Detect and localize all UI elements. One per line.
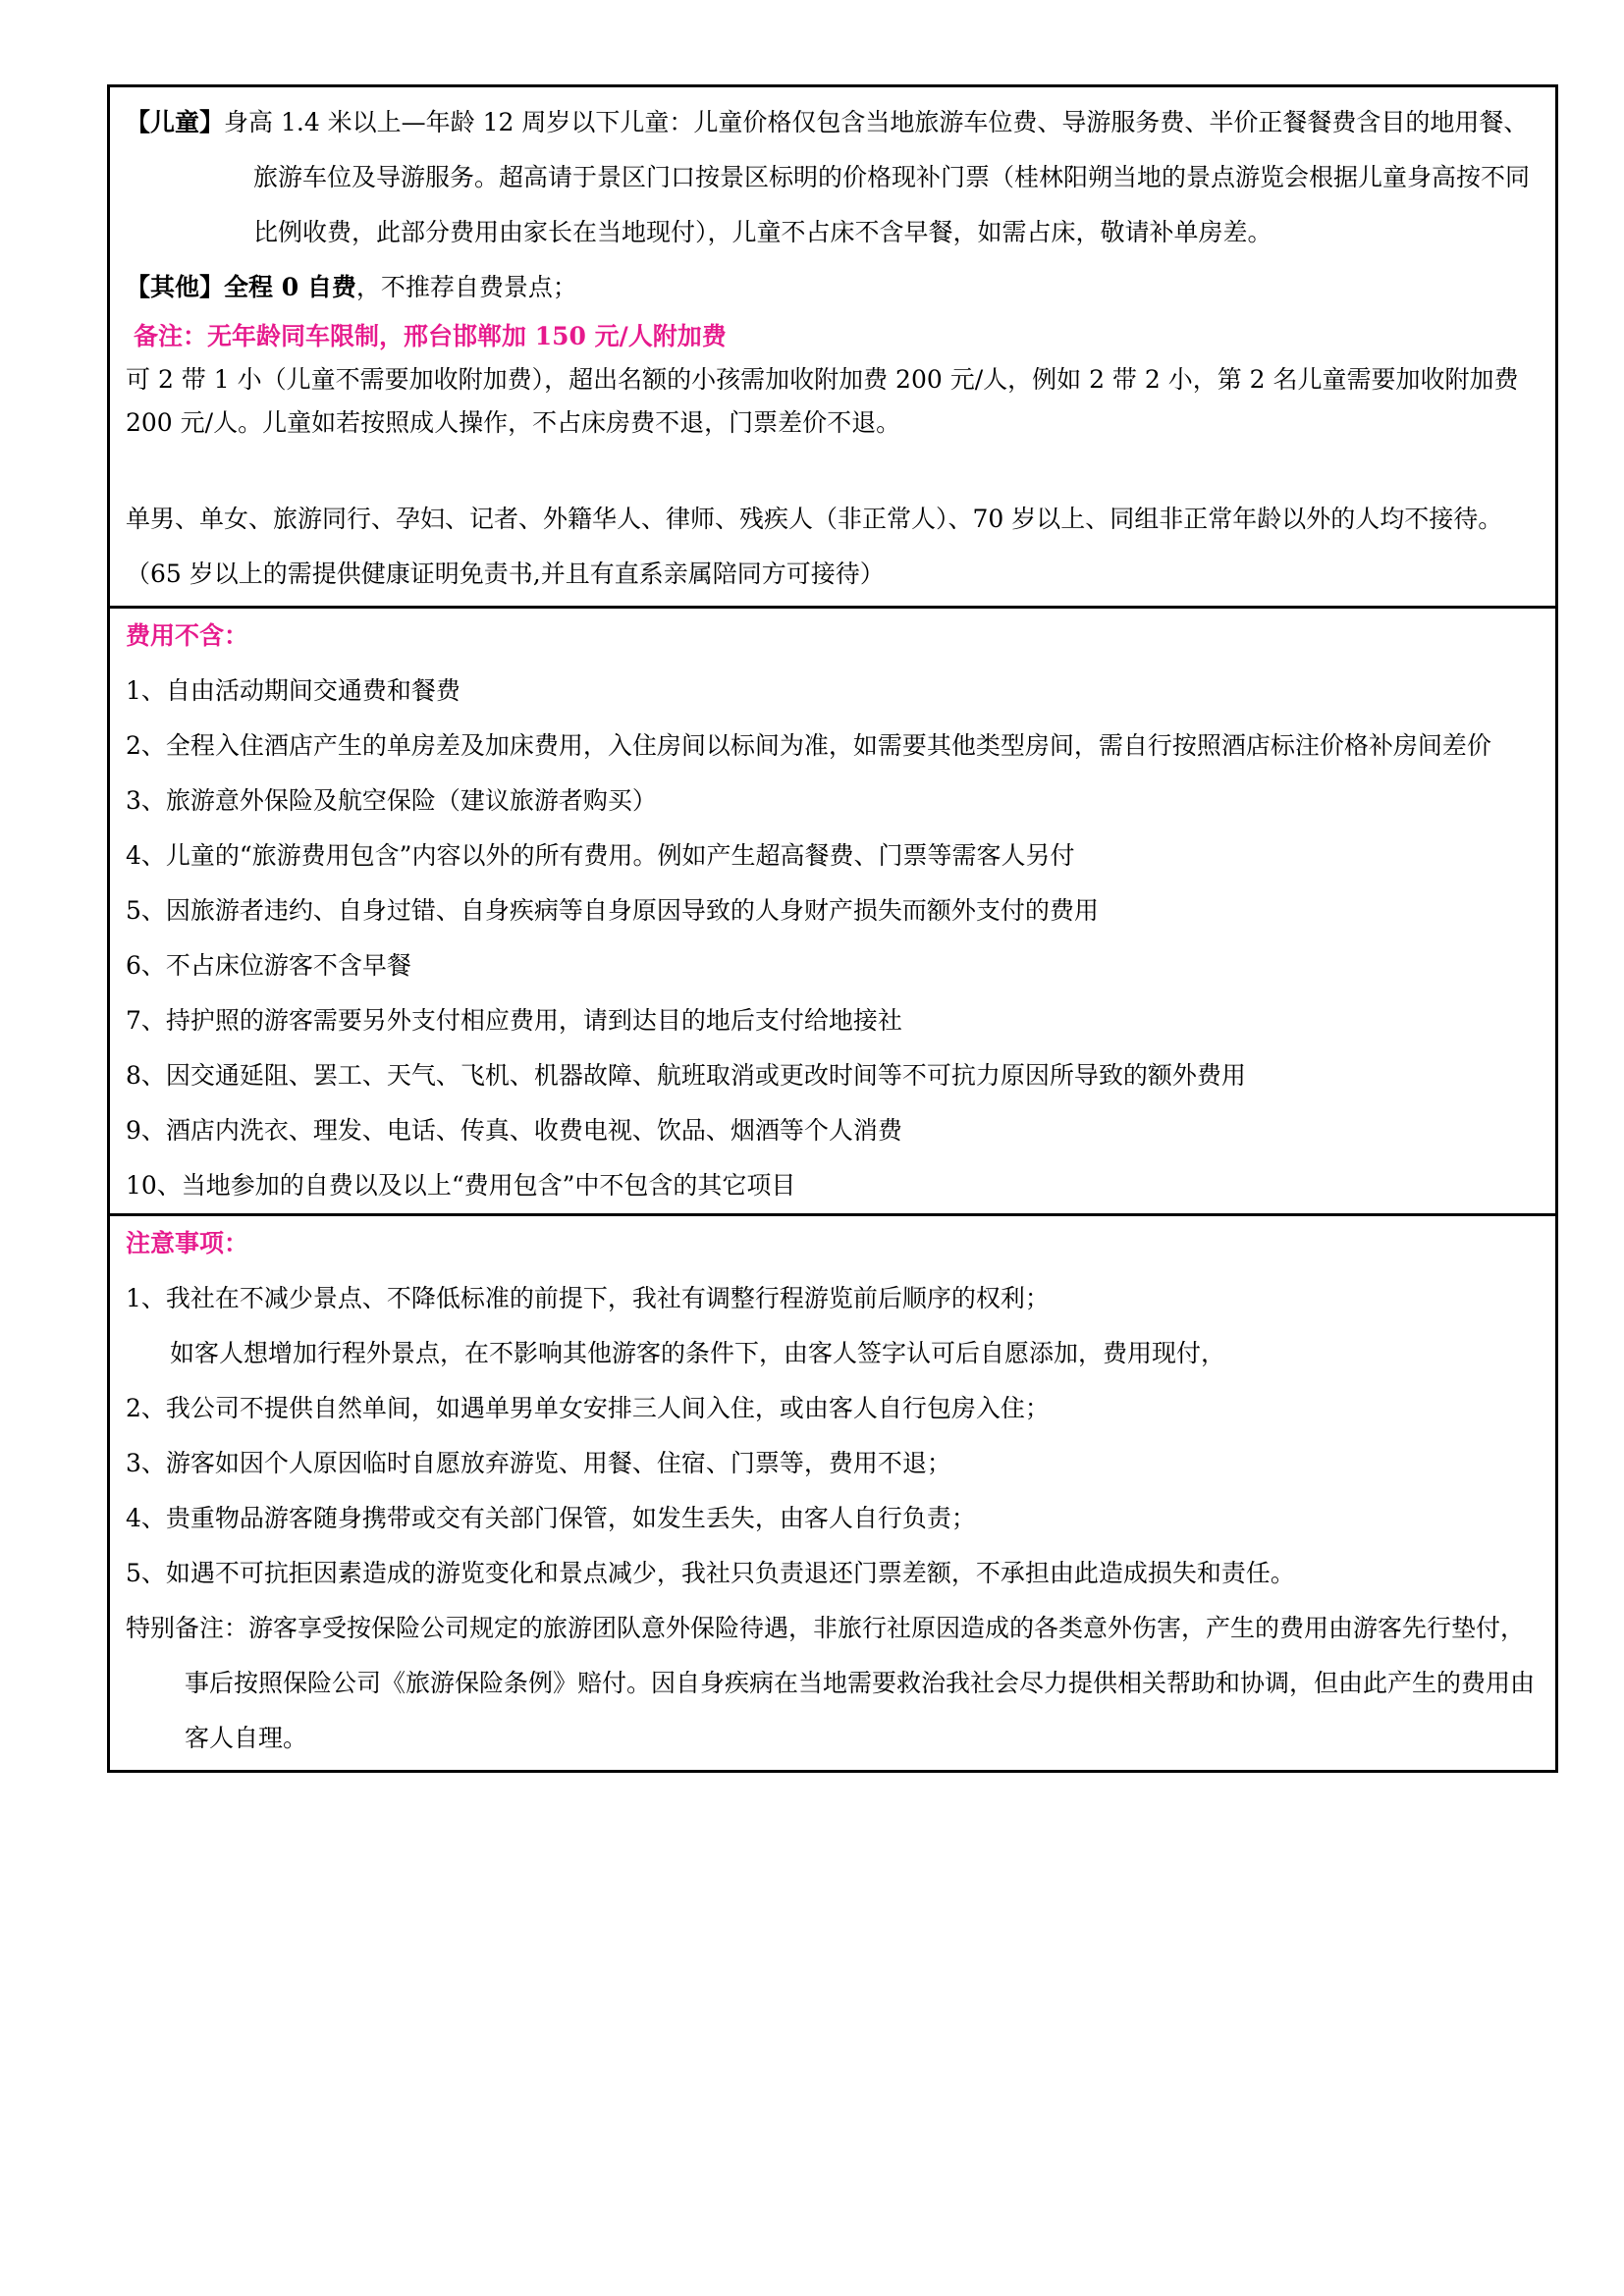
section-excluded-costs bbox=[110, 609, 1555, 1216]
other-rest-text: ，不推荐自费景点； bbox=[355, 273, 577, 301]
section-children-policy bbox=[110, 87, 1555, 609]
special-remark: 特别备注：游客享受按保险公司规定的旅游团队意外保险待遇，非旅行社原因造成的各类意外伤害，产生的费用由游客先行垫付，事后按照保险公司《旅游保险条例》赔付。因自身疾病在当地需要救治我社会尽力提供相关帮助和协调，但由此产生的费用由客人自理。 bbox=[126, 1614, 1536, 1752]
notes-heading: 注意事项： bbox=[126, 1229, 249, 1257]
note-item: 5、如遇不可抗拒因素造成的游览变化和景点减少，我社只负责退还门票差额，不承担由此造成损失和责任。 bbox=[126, 1559, 1295, 1587]
child-policy-text: 身高 1.4 米以上—年龄 12 周岁以下儿童：儿童价格仅包含当地旅游车位费、导游服务费、半价正餐餐费含目的地用餐、旅游车位及导游服务。超高请于景区门口按景区标明的价格现补门票（桂林阳朔当地的景点游览会根据儿童身高按不同比例收费，此部分费用由家长在当地现付），儿童不占床不含早餐，如需占床，敬请补单房差。 bbox=[224, 108, 1531, 246]
note-item: 1、我社在不减少景点、不降低标准的前提下，我社有调整行程游览前后顺序的权利； bbox=[126, 1284, 1050, 1312]
child-label: 【儿童】 bbox=[126, 108, 225, 136]
other-bold-text: 全程 0 自费 bbox=[224, 273, 356, 301]
excluded-item: 5、因旅游者违约、自身过错、自身疾病等自身原因导致的人身财产损失而额外支付的费用 bbox=[126, 896, 1099, 925]
spacer bbox=[126, 445, 1540, 492]
child-policy-paragraph bbox=[126, 95, 1540, 260]
other-label: 【其他】 bbox=[126, 273, 225, 301]
excluded-item: 3、旅游意外保险及航空保险（建议旅游者购买） bbox=[126, 786, 657, 815]
excluded-item: 6、不占床位游客不含早餐 bbox=[126, 951, 411, 980]
not-accepted-paragraph: 单男、单女、旅游同行、孕妇、记者、外籍华人、律师、残疾人（非正常人）、70 岁以上、同组非正常年龄以外的人均不接待。（65 岁以上的需提供健康证明免责书,并且有直系亲属陪同方可接待） bbox=[126, 505, 1503, 588]
note-item: 2、我公司不提供自然单间，如遇单男单女安排三人间入住，或由客人自行包房入住； bbox=[126, 1394, 1050, 1422]
excluded-item: 9、酒店内洗衣、理发、电话、传真、收费电视、饮品、烟酒等个人消费 bbox=[126, 1116, 902, 1145]
excluded-item: 2、全程入住酒店产生的单房差及加床费用，入住房间以标间为准，如需要其他类型房间，需自行按照酒店标注价格补房间差价 bbox=[126, 731, 1491, 760]
excluded-item: 10、当地参加的自费以及以上“费用包含”中不包含的其它项目 bbox=[126, 1171, 796, 1200]
note-item-continuation: 如客人想增加行程外景点，在不影响其他游客的条件下，由客人签字认可后自愿添加，费用现付， bbox=[170, 1339, 1226, 1367]
excluded-heading: 费用不含： bbox=[126, 621, 249, 650]
excluded-item: 1、自由活动期间交通费和餐费 bbox=[126, 676, 460, 705]
note-item: 4、贵重物品游客随身携带或交有关部门保管，如发生丢失，由客人自行负责； bbox=[126, 1504, 976, 1532]
excluded-item: 7、持护照的游客需要另外支付相应费用，请到达目的地后支付给地接社 bbox=[126, 1006, 902, 1035]
section-notes bbox=[110, 1216, 1555, 1770]
kids-rule-paragraph: 可 2 带 1 小（儿童不需要加收附加费），超出名额的小孩需加收附加费 200 元/人，例如 2 带 2 小，第 2 名儿童需要加收附加费 200 元/人。儿童如若按照成人操作，不占床房费不退，门票差价不退。 bbox=[126, 365, 1519, 437]
info-table bbox=[107, 84, 1558, 1773]
excluded-item: 4、儿童的“旅游费用包含”内容以外的所有费用。例如产生超高餐费、门票等需客人另付 bbox=[126, 841, 1075, 870]
note-item: 3、游客如因个人原因临时自愿放弃游览、用餐、住宿、门票等，费用不退； bbox=[126, 1449, 951, 1477]
other-paragraph bbox=[126, 260, 1540, 315]
excluded-item: 8、因交通延阻、罢工、天气、飞机、机器故障、航班取消或更改时间等不可抗力原因所导致的额外费用 bbox=[126, 1061, 1246, 1090]
remark-line: 备注：无年龄同车限制，邢台邯郸加 150 元/人附加费 bbox=[134, 322, 727, 350]
